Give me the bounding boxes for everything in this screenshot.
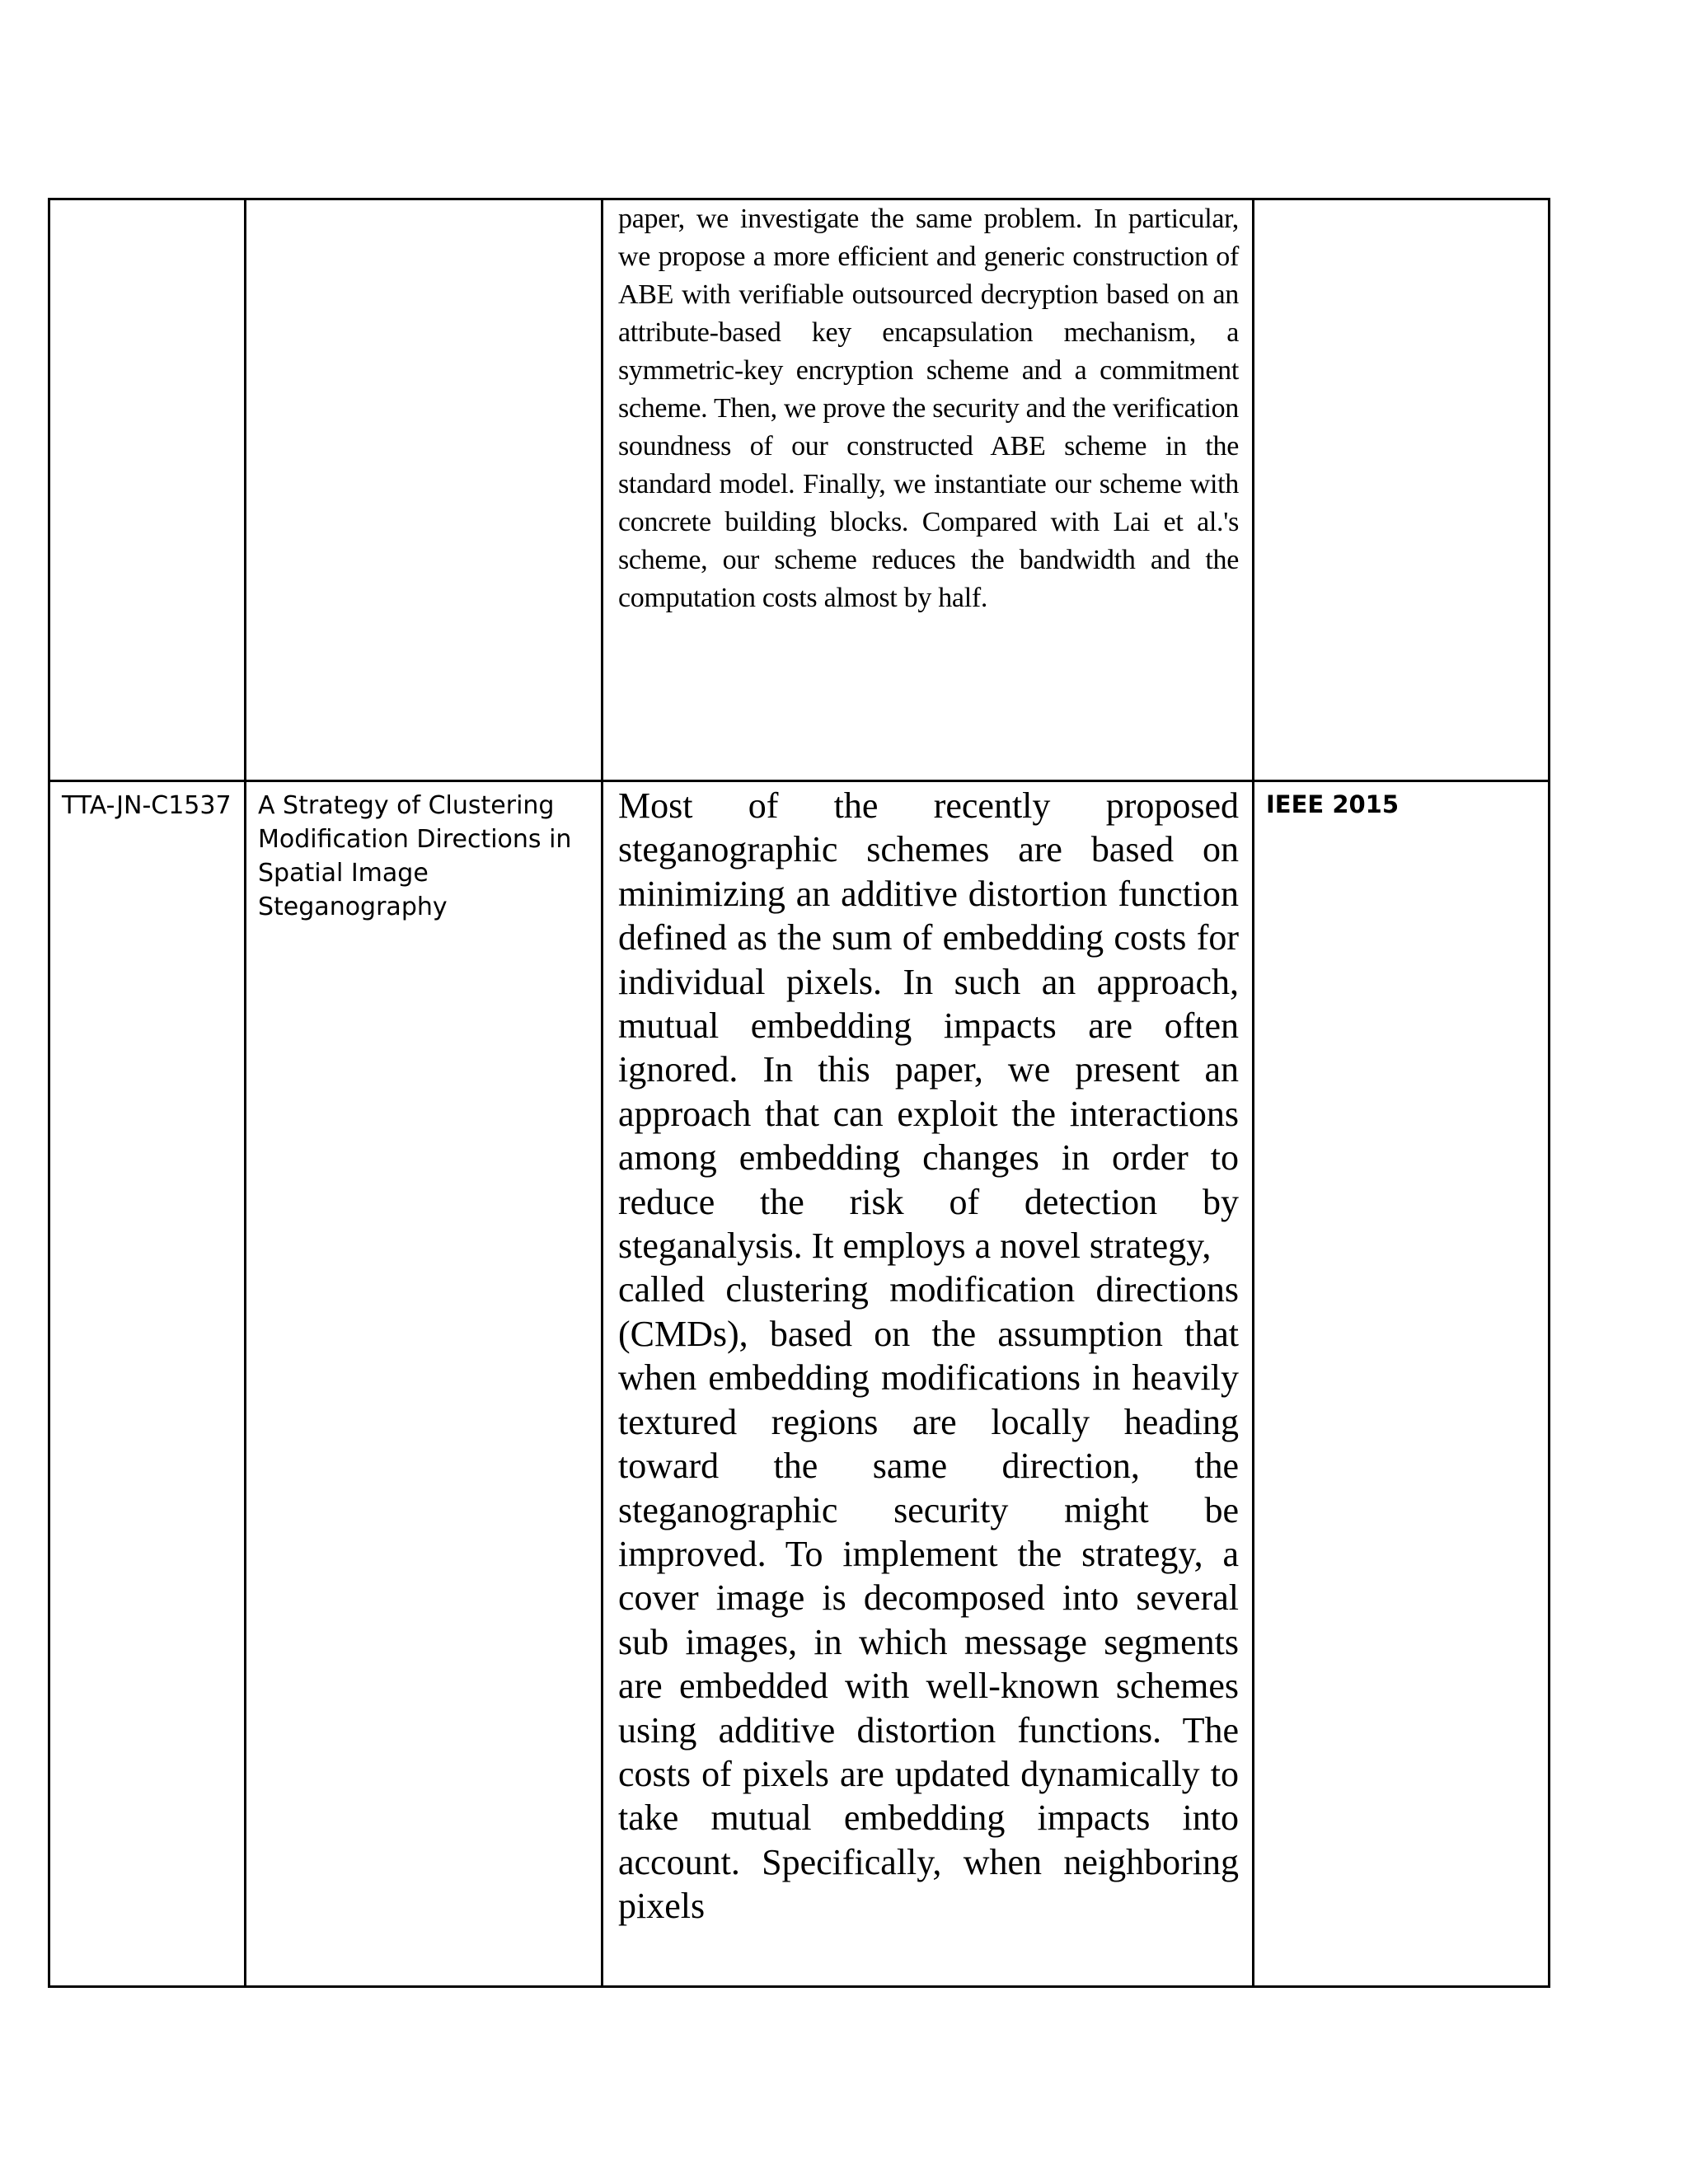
abstract-paragraph: Most of the recently proposed steganographic schemes are based on minimizing an additive distortion function defined as the sum of embedding costs for individual pixels. In such an approach, mutual embedding impacts are often ignored. In this paper, we present an approach that can exploit the interactions among embedding changes in order to reduce the risk of detection by steganalysis. It employs a novel strategy, (618, 785, 1239, 1267)
project-id-cell (49, 199, 246, 781)
project-table (48, 198, 1550, 1988)
table-row (49, 199, 1550, 781)
abstract-cell (603, 199, 1254, 781)
abstract-paragraph: paper, we investigate the same problem. In particular, we propose a more efficient and generic construction of ABE with verifiable outsourced decryption based on an attribute-based key encapsulation mechanism, a symmetric-key encryption scheme and a commitment scheme. Then, we prove the security and the verification soundness of our constructed ABE scheme in the standard model. Finally, we instantiate our scheme with concrete building blocks. Compared with Lai et al.'s scheme, our scheme reduces the bandwidth and the computation costs almost by half. (618, 204, 1239, 613)
project-title-cell (246, 199, 603, 781)
abstract-cell (603, 781, 1254, 1987)
publication-cell (1254, 199, 1550, 781)
publication-cell: IEEE 2015 (1254, 781, 1550, 1987)
abstract-paragraph: called clustering modification directions (CMDs), based on the assumption that when embedding modifications in heavily textured regions are locally heading toward the same direction, the steganographic security might be improved. To implement the strategy, a cover image is decomposed into several sub images, in which message segments are embedded with well-known schemes using additive distortion functions. The costs of pixels are updated dynamically to take mutual embedding impacts into account. Specifically, when neighboring pixels (618, 1269, 1239, 1927)
project-id-cell: TTA-JN-C1537 (49, 781, 246, 1987)
project-title-cell: A Strategy of Clustering Modification Directions in Spatial Image Steganography (246, 781, 603, 1987)
table-row (49, 781, 1550, 1987)
